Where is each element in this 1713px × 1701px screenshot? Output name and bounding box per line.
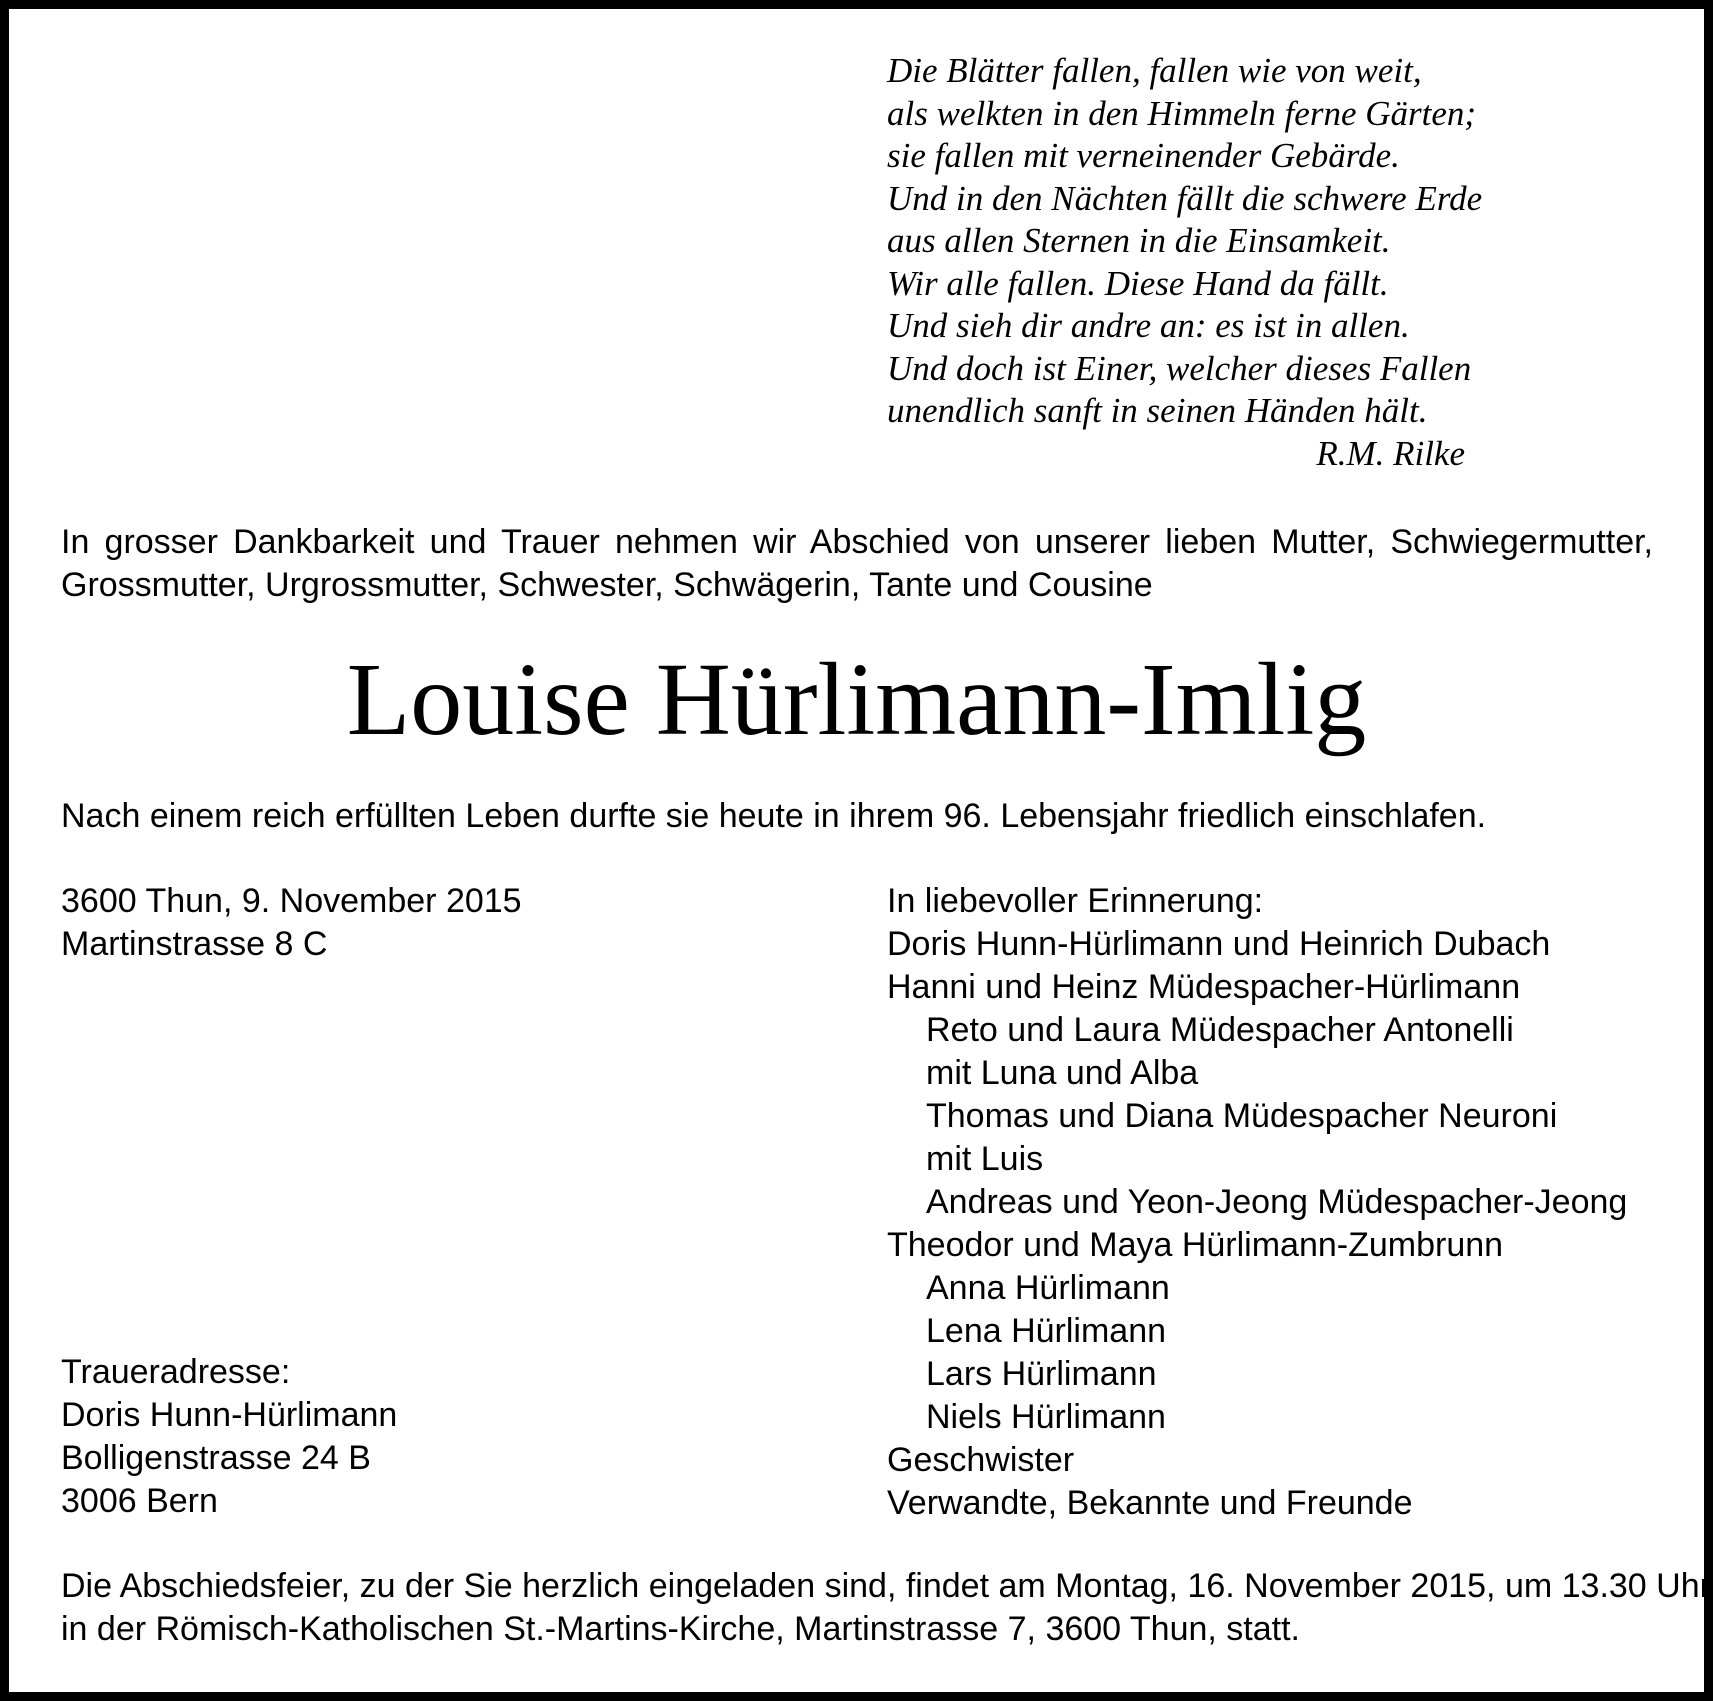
family-member: Hanni und Heinz Müdespacher-Hürlimann [887,968,1521,1006]
family-member: Andreas und Yeon-Jeong Müdespacher-Jeong [926,1183,1628,1221]
family-member: Reto und Laura Müdespacher Antonelli [926,1011,1514,1049]
family-list [887,880,1627,1525]
mourning-address-name: Doris Hunn-Hürlimann [61,1396,398,1434]
family-member: Verwandte, Bekannte und Freunde [887,1484,1413,1522]
place-date [61,880,522,966]
ceremony-line: Die Abschiedsfeier, zu der Sie herzlich eingeladen sind, findet am Montag, 16. November 2015, um 13.30 Uhr [61,1567,1711,1605]
poem-line: Wir alle fallen. Diese Hand da fällt. [887,263,1389,303]
family-member: Lars Hürlimann [926,1355,1157,1393]
poem-line: unendlich sanft in seinen Händen hält. [887,391,1428,430]
family-member: Theodor und Maya Hürlimann-Zumbrunn [887,1226,1504,1264]
place-date-line: 3600 Thun, 9. November 2015 [61,882,522,920]
mourning-address-city: 3006 Bern [61,1482,218,1520]
rilke-poem [887,50,1487,475]
ceremony-line: in der Römisch-Katholischen St.-Martins-Kirche, Martinstrasse 7, 3600 Thun, statt. [61,1610,1300,1648]
poem-line: als welkten in den Himmeln ferne Gärten; [887,93,1477,133]
family-member: Niels Hürlimann [926,1398,1166,1436]
poem-author: R.M. Rilke [1316,433,1465,473]
family-member: Geschwister [887,1441,1075,1479]
death-notice: Nach einem reich erfüllten Leben durfte sie heute in ihrem 96. Lebensjahr friedlich einschlafen. [61,797,1487,835]
family-heading: In liebevoller Erinnerung: [887,882,1264,920]
family-member: mit Luis [926,1140,1044,1178]
deceased-name: Louise Hürlimann-Imlig [346,642,1367,757]
family-member: Doris Hunn-Hürlimann und Heinrich Dubach [887,925,1551,963]
family-member: mit Luna und Alba [926,1054,1199,1092]
poem-line: Und doch ist Einer, welcher dieses Fallen [887,348,1472,388]
mourning-address [61,1351,397,1523]
family-member: Thomas und Diana Müdespacher Neuroni [926,1097,1558,1135]
intro-text: In grosser Dankbarkeit und Trauer nehmen wir Abschied von unserer lieben Mutter, Schwiegermutter, Grossmutter, Urgrossmutter, Schwester, Schwägerin, Tante und Cousine [61,523,1653,604]
poem-line: Und sieh dir andre an: es ist in allen. [887,306,1410,345]
family-member: Lena Hürlimann [926,1312,1167,1350]
address-line: Martinstrasse 8 C [61,925,328,963]
poem-line: Die Blätter fallen, fallen wie von weit, [887,51,1422,90]
poem-line: aus allen Sternen in die Einsamkeit. [887,221,1391,260]
mourning-address-street: Bolligenstrasse 24 B [61,1439,371,1477]
mourning-address-heading: Traueradresse: [61,1353,291,1391]
poem-line: sie fallen mit verneinender Gebärde. [887,136,1400,175]
family-member: Anna Hürlimann [926,1269,1170,1307]
ceremony-info [61,1565,1711,1651]
poem-line: Und in den Nächten fällt die schwere Erde [887,178,1483,218]
